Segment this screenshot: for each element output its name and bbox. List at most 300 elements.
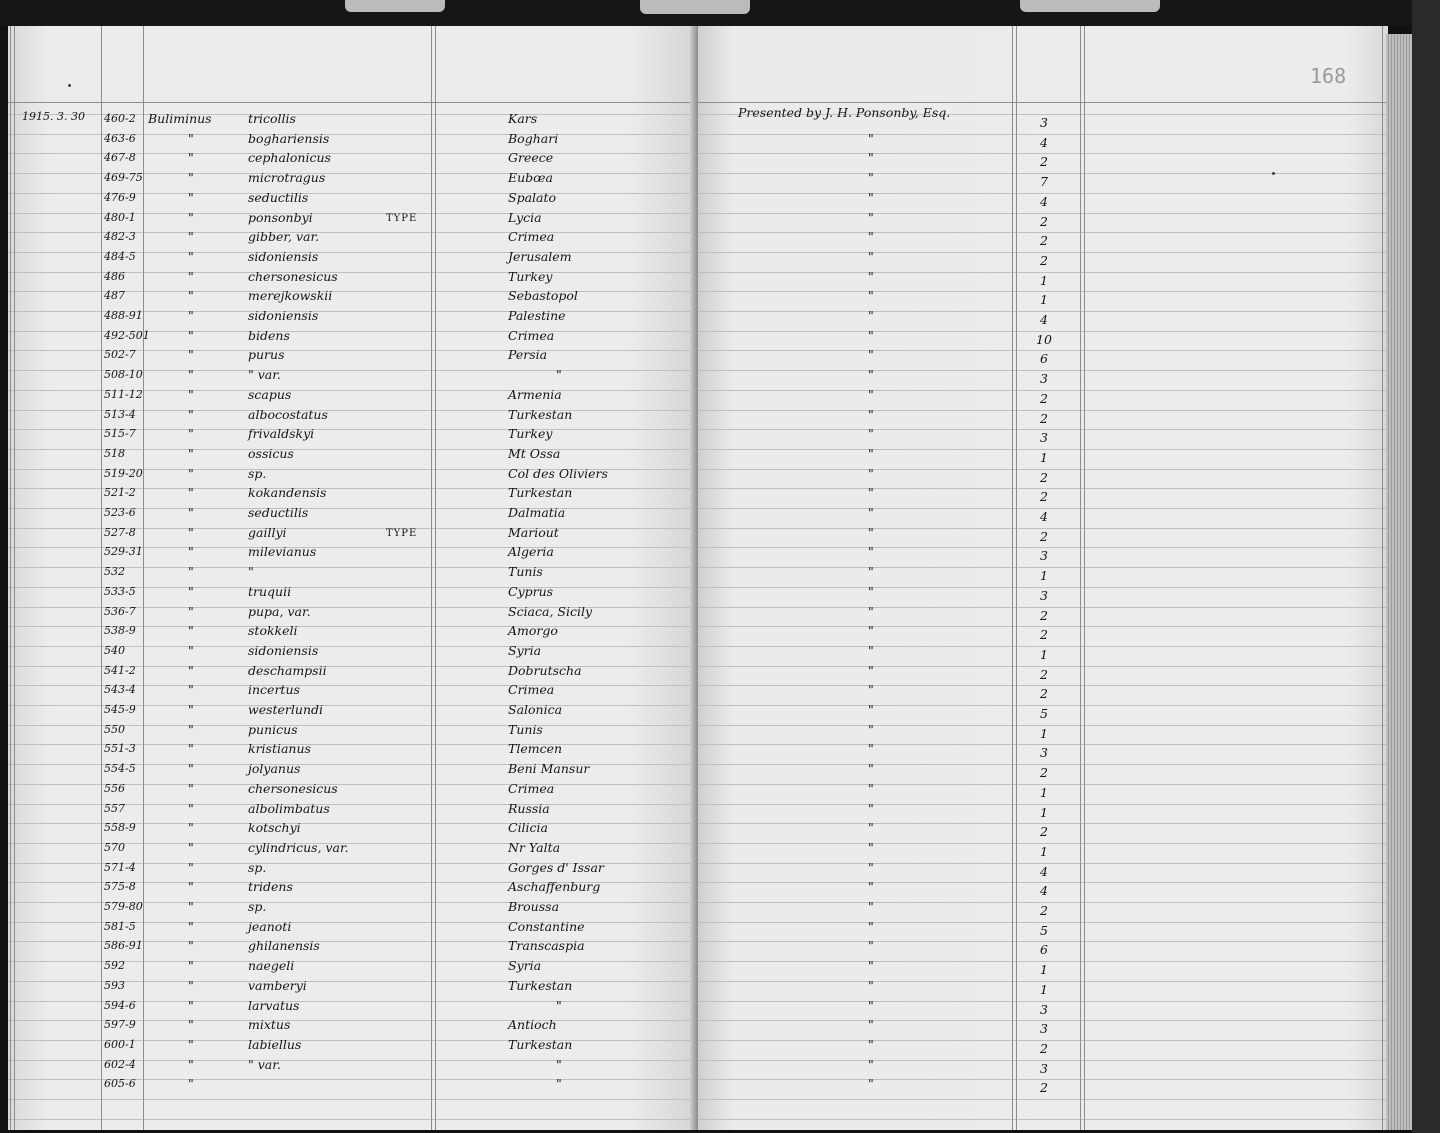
registration-number: 551-3 [104, 742, 136, 755]
species-name: " [248, 564, 254, 579]
binding-clip [345, 0, 445, 12]
genus-name: " [188, 426, 194, 441]
registration-number: 523-6 [104, 506, 136, 519]
header-rule [698, 102, 1388, 103]
specimen-count: 2 [1040, 686, 1048, 701]
locality: Boghari [508, 131, 559, 146]
ditto-mark: " [868, 741, 874, 756]
registration-number: 541-2 [104, 664, 136, 677]
ditto-mark: " [868, 210, 874, 225]
locality: Tlemcen [508, 741, 563, 756]
ruled-line [8, 1119, 698, 1120]
registration-number: 486 [104, 270, 125, 283]
ditto-mark: " [868, 190, 874, 205]
ditto-mark: " [868, 1057, 874, 1072]
species-name: albocostatus [248, 407, 328, 422]
locality: Broussa [508, 899, 560, 914]
species-name: larvatus [248, 998, 300, 1013]
genus-name: " [188, 544, 194, 559]
ditto-mark: " [868, 978, 874, 993]
locality: Kars [508, 111, 538, 126]
species-name: sidoniensis [248, 643, 319, 658]
ditto-mark: " [868, 1017, 874, 1032]
column-divider-reg [143, 26, 144, 1130]
species-name: " var. [248, 1057, 281, 1072]
locality: Crimea [508, 682, 555, 697]
ditto-mark: " [868, 131, 874, 146]
ruled-line [8, 1099, 698, 1100]
specimen-count: 3 [1040, 588, 1048, 603]
locality: Cyprus [508, 584, 554, 599]
locality: " [556, 1057, 562, 1072]
ditto-mark: " [868, 525, 874, 540]
genus-name: " [188, 604, 194, 619]
ditto-mark: " [868, 879, 874, 894]
species-name: sp. [248, 466, 267, 481]
registration-number: 570 [104, 841, 125, 854]
registration-number: 519-20 [104, 467, 143, 480]
specimen-count: 4 [1040, 883, 1048, 898]
registration-number: 550 [104, 723, 125, 736]
ditto-mark: " [868, 170, 874, 185]
specimen-count: 4 [1040, 864, 1048, 879]
registration-number: 529-31 [104, 545, 143, 558]
genus-name: " [188, 308, 194, 323]
specimen-count: 3 [1040, 1002, 1048, 1017]
right-page [698, 26, 1388, 1130]
species-name: truquii [248, 584, 292, 599]
registration-number: 605-6 [104, 1077, 136, 1090]
genus-name: " [188, 919, 194, 934]
registration-number: 554-5 [104, 762, 136, 775]
registration-number: 521-2 [104, 486, 136, 499]
locality: Turkey [508, 269, 553, 284]
specimen-count: 3 [1040, 1021, 1048, 1036]
genus-name: " [188, 505, 194, 520]
specimen-count: 2 [1040, 1080, 1048, 1095]
registration-number: 492-501 [104, 329, 150, 342]
ditto-mark: " [868, 682, 874, 697]
locality: Cilicia [508, 820, 549, 835]
species-name: boghariensis [248, 131, 330, 146]
genus-name: " [188, 584, 194, 599]
genus-name: " [188, 1017, 194, 1032]
ditto-mark: " [868, 643, 874, 658]
registration-number: 487 [104, 289, 125, 302]
column-divider-name [431, 26, 436, 1130]
genus-name: " [188, 1057, 194, 1072]
specimen-count: 1 [1040, 273, 1048, 288]
donor-note: Presented by J. H. Ponsonby, Esq. [738, 105, 951, 120]
ink-dot [1272, 172, 1275, 175]
species-name: cephalonicus [248, 150, 331, 165]
species-name: ponsonbyi [248, 210, 313, 225]
genus-name: " [188, 1037, 194, 1052]
specimen-count: 2 [1040, 253, 1048, 268]
locality: Palestine [508, 308, 566, 323]
genus-name: " [188, 840, 194, 855]
locality: " [556, 1076, 562, 1091]
locality: Turkestan [508, 485, 573, 500]
specimen-count: 3 [1040, 745, 1048, 760]
ditto-mark: " [868, 269, 874, 284]
genus-name: " [188, 446, 194, 461]
locality: Salonica [508, 702, 563, 717]
registration-number: 463-6 [104, 132, 136, 145]
species-name: kotschyi [248, 820, 301, 835]
ditto-mark: " [868, 623, 874, 638]
specimen-count: 5 [1040, 923, 1048, 938]
specimen-count: 1 [1040, 450, 1048, 465]
genus-name: " [188, 781, 194, 796]
ditto-mark: " [868, 426, 874, 441]
genus-name: " [188, 682, 194, 697]
ditto-mark: " [868, 308, 874, 323]
genus-name: " [188, 328, 194, 343]
ditto-mark: " [868, 544, 874, 559]
species-name: ossicus [248, 446, 294, 461]
locality: Aschaffenburg [508, 879, 601, 894]
ditto-mark: " [868, 663, 874, 678]
registration-number: 484-5 [104, 250, 136, 263]
page-edges [1386, 34, 1414, 1130]
specimen-count: 2 [1040, 154, 1048, 169]
species-name: frivaldskyi [248, 426, 315, 441]
specimen-count: 2 [1040, 667, 1048, 682]
species-name: albolimbatus [248, 801, 330, 816]
ditto-mark: " [868, 328, 874, 343]
ruled-line [698, 1099, 1388, 1100]
species-name: punicus [248, 722, 298, 737]
genus-name: " [188, 879, 194, 894]
registration-number: 508-10 [104, 368, 143, 381]
genus-name: " [188, 820, 194, 835]
genus-name: " [188, 938, 194, 953]
specimen-count: 1 [1040, 844, 1048, 859]
species-name: seductilis [248, 190, 309, 205]
specimen-count: 1 [1040, 962, 1048, 977]
registration-number: 482-3 [104, 230, 136, 243]
registration-number: 511-12 [104, 388, 143, 401]
column-divider-donor [1012, 26, 1017, 1130]
specimen-count: 6 [1040, 351, 1048, 366]
folio-number: 168 [1310, 64, 1347, 88]
registration-number: 469-75 [104, 171, 143, 184]
ditto-mark: " [868, 722, 874, 737]
locality: Turkey [508, 426, 553, 441]
locality: Crimea [508, 229, 555, 244]
locality: Syria [508, 958, 542, 973]
species-name: microtragus [248, 170, 326, 185]
ditto-mark: " [868, 781, 874, 796]
ditto-mark: " [868, 505, 874, 520]
species-name: deschampsii [248, 663, 327, 678]
registration-number: 476-9 [104, 191, 136, 204]
ink-dot [68, 84, 71, 87]
ditto-mark: " [868, 919, 874, 934]
genus-name: " [188, 643, 194, 658]
ditto-mark: " [868, 288, 874, 303]
ditto-mark: " [868, 249, 874, 264]
specimen-count: 3 [1040, 115, 1048, 130]
locality: Gorges d' Issar [508, 860, 604, 875]
ditto-mark: " [868, 761, 874, 776]
registration-number: 540 [104, 644, 125, 657]
locality: Dobrutscha [508, 663, 582, 678]
locality: Russia [508, 801, 550, 816]
genus-name: " [188, 387, 194, 402]
genus-name: " [188, 663, 194, 678]
ditto-mark: " [868, 1037, 874, 1052]
ruled-line [698, 1119, 1388, 1120]
locality: Greece [508, 150, 554, 165]
species-name: " var. [248, 367, 281, 382]
genus-name: " [188, 150, 194, 165]
species-name: gaillyi [248, 525, 287, 540]
specimen-count: 10 [1036, 332, 1052, 347]
species-name: jolyanus [248, 761, 301, 776]
locality: Sebastopol [508, 288, 578, 303]
registration-number: 467-8 [104, 151, 136, 164]
species-name: westerlundi [248, 702, 324, 717]
registration-number: 543-4 [104, 683, 136, 696]
genus-name: " [188, 525, 194, 540]
locality: " [556, 998, 562, 1013]
species-name: vamberyi [248, 978, 307, 993]
genus-name: " [188, 623, 194, 638]
registration-number: 460-2 [104, 112, 136, 125]
specimen-count: 2 [1040, 608, 1048, 623]
specimen-count: 1 [1040, 568, 1048, 583]
ditto-mark: " [868, 840, 874, 855]
ditto-mark: " [868, 150, 874, 165]
locality: Lycia [508, 210, 542, 225]
registration-number: 513-4 [104, 408, 136, 421]
type-designation: TYPE [386, 528, 418, 539]
species-name: stokkeli [248, 623, 298, 638]
registration-number: 579-80 [104, 900, 143, 913]
genus-name: " [188, 229, 194, 244]
registration-number: 575-8 [104, 880, 136, 893]
species-name: labiellus [248, 1037, 302, 1052]
registration-number: 571-4 [104, 861, 136, 874]
locality: Armenia [508, 387, 562, 402]
registration-number: 532 [104, 565, 125, 578]
locality: Tunis [508, 722, 543, 737]
right-margin-line [1382, 26, 1383, 1130]
ditto-mark: " [868, 229, 874, 244]
ditto-mark: " [868, 801, 874, 816]
locality: Crimea [508, 781, 555, 796]
specimen-count: 5 [1040, 706, 1048, 721]
genus-name: " [188, 761, 194, 776]
species-name: seductilis [248, 505, 309, 520]
species-name: gibber, var. [248, 229, 320, 244]
locality: Constantine [508, 919, 585, 934]
locality: Tunis [508, 564, 543, 579]
registration-number: 558-9 [104, 821, 136, 834]
genus-name: " [188, 466, 194, 481]
specimen-count: 2 [1040, 627, 1048, 642]
type-designation: TYPE [386, 213, 418, 224]
species-name: jeanoti [248, 919, 292, 934]
species-name: bidens [248, 328, 290, 343]
locality: Jerusalem [508, 249, 572, 264]
locality: Turkestan [508, 407, 573, 422]
genus-name: " [188, 269, 194, 284]
specimen-count: 2 [1040, 411, 1048, 426]
genus-name: " [188, 485, 194, 500]
genus-name: " [188, 860, 194, 875]
ditto-mark: " [868, 347, 874, 362]
ditto-mark: " [868, 820, 874, 835]
specimen-count: 4 [1040, 509, 1048, 524]
locality: Nr Yalta [508, 840, 561, 855]
locality: Algeria [508, 544, 554, 559]
species-name: cylindricus, var. [248, 840, 349, 855]
specimen-count: 3 [1040, 371, 1048, 386]
specimen-count: 2 [1040, 214, 1048, 229]
species-name: sidoniensis [248, 249, 319, 264]
genus-name: " [188, 801, 194, 816]
locality: Turkestan [508, 978, 573, 993]
specimen-count: 4 [1040, 194, 1048, 209]
specimen-count: 2 [1040, 233, 1048, 248]
genus-name: " [188, 190, 194, 205]
locality: Crimea [508, 328, 555, 343]
registration-number: 556 [104, 782, 125, 795]
specimen-count: 1 [1040, 726, 1048, 741]
specimen-count: 3 [1040, 1061, 1048, 1076]
registration-number: 597-9 [104, 1018, 136, 1031]
registration-number: 488-91 [104, 309, 143, 322]
registration-number: 536-7 [104, 605, 136, 618]
genus-name: " [188, 249, 194, 264]
ditto-mark: " [868, 564, 874, 579]
column-divider-count [1080, 26, 1085, 1130]
registration-number: 515-7 [104, 427, 136, 440]
locality: Persia [508, 347, 548, 362]
ditto-mark: " [868, 466, 874, 481]
species-name: sidoniensis [248, 308, 319, 323]
genus-name: " [188, 170, 194, 185]
species-name: ghilanensis [248, 938, 320, 953]
species-name: tricollis [248, 111, 296, 126]
specimen-count: 2 [1040, 903, 1048, 918]
species-name: scapus [248, 387, 292, 402]
entry-date: 1915. 3. 30 [22, 110, 85, 123]
genus-name: " [188, 407, 194, 422]
locality: Amorgo [508, 623, 558, 638]
locality: " [556, 367, 562, 382]
specimen-count: 1 [1040, 647, 1048, 662]
genus-name: " [188, 367, 194, 382]
binding-clip [640, 0, 750, 14]
book-cover-edge [1412, 0, 1440, 1133]
genus-name: " [188, 1076, 194, 1091]
genus-name: " [188, 288, 194, 303]
locality: Syria [508, 643, 542, 658]
specimen-count: 4 [1040, 135, 1048, 150]
species-name: sp. [248, 860, 267, 875]
specimen-count: 2 [1040, 470, 1048, 485]
specimen-count: 1 [1040, 785, 1048, 800]
registration-number: 581-5 [104, 920, 136, 933]
species-name: tridens [248, 879, 293, 894]
genus-name: " [188, 741, 194, 756]
ditto-mark: " [868, 367, 874, 382]
ditto-mark: " [868, 387, 874, 402]
margin-line [10, 26, 15, 1130]
registration-number: 602-4 [104, 1058, 136, 1071]
registration-number: 480-1 [104, 211, 136, 224]
registration-number: 527-8 [104, 526, 136, 539]
ditto-mark: " [868, 958, 874, 973]
genus-name: " [188, 131, 194, 146]
species-name: pupa, var. [248, 604, 311, 619]
registration-number: 533-5 [104, 585, 136, 598]
species-name: mixtus [248, 1017, 291, 1032]
locality: Dalmatia [508, 505, 566, 520]
ditto-mark: " [868, 1076, 874, 1091]
genus-name: Buliminus [148, 111, 212, 126]
specimen-count: 6 [1040, 942, 1048, 957]
locality: Eubœa [508, 170, 553, 185]
species-name: naegeli [248, 958, 295, 973]
column-divider-date [101, 26, 102, 1130]
specimen-count: 3 [1040, 430, 1048, 445]
species-name: purus [248, 347, 285, 362]
registration-number: 594-6 [104, 999, 136, 1012]
genus-name: " [188, 564, 194, 579]
species-name: kokandensis [248, 485, 327, 500]
specimen-count: 2 [1040, 824, 1048, 839]
locality: Beni Mansur [508, 761, 590, 776]
specimen-count: 7 [1040, 174, 1048, 189]
registration-number: 586-91 [104, 939, 143, 952]
locality: Antioch [508, 1017, 557, 1032]
ditto-mark: " [868, 584, 874, 599]
genus-name: " [188, 702, 194, 717]
registration-number: 592 [104, 959, 125, 972]
registration-number: 502-7 [104, 348, 136, 361]
specimen-count: 2 [1040, 529, 1048, 544]
genus-name: " [188, 722, 194, 737]
registration-number: 557 [104, 802, 125, 815]
genus-name: " [188, 347, 194, 362]
left-page [8, 26, 698, 1130]
genus-name: " [188, 958, 194, 973]
ditto-mark: " [868, 702, 874, 717]
locality: Mariout [508, 525, 559, 540]
binding-clip [1020, 0, 1160, 12]
specimen-count: 2 [1040, 1041, 1048, 1056]
locality: Sciaca, Sicily [508, 604, 593, 619]
genus-name: " [188, 978, 194, 993]
registration-number: 538-9 [104, 624, 136, 637]
ditto-mark: " [868, 860, 874, 875]
species-name: chersonesicus [248, 781, 338, 796]
locality: Mt Ossa [508, 446, 561, 461]
species-name: milevianus [248, 544, 317, 559]
genus-name: " [188, 210, 194, 225]
species-name: chersonesicus [248, 269, 338, 284]
ditto-mark: " [868, 604, 874, 619]
specimen-count: 1 [1040, 292, 1048, 307]
locality: Col des Oliviers [508, 466, 608, 481]
ditto-mark: " [868, 998, 874, 1013]
ditto-mark: " [868, 938, 874, 953]
